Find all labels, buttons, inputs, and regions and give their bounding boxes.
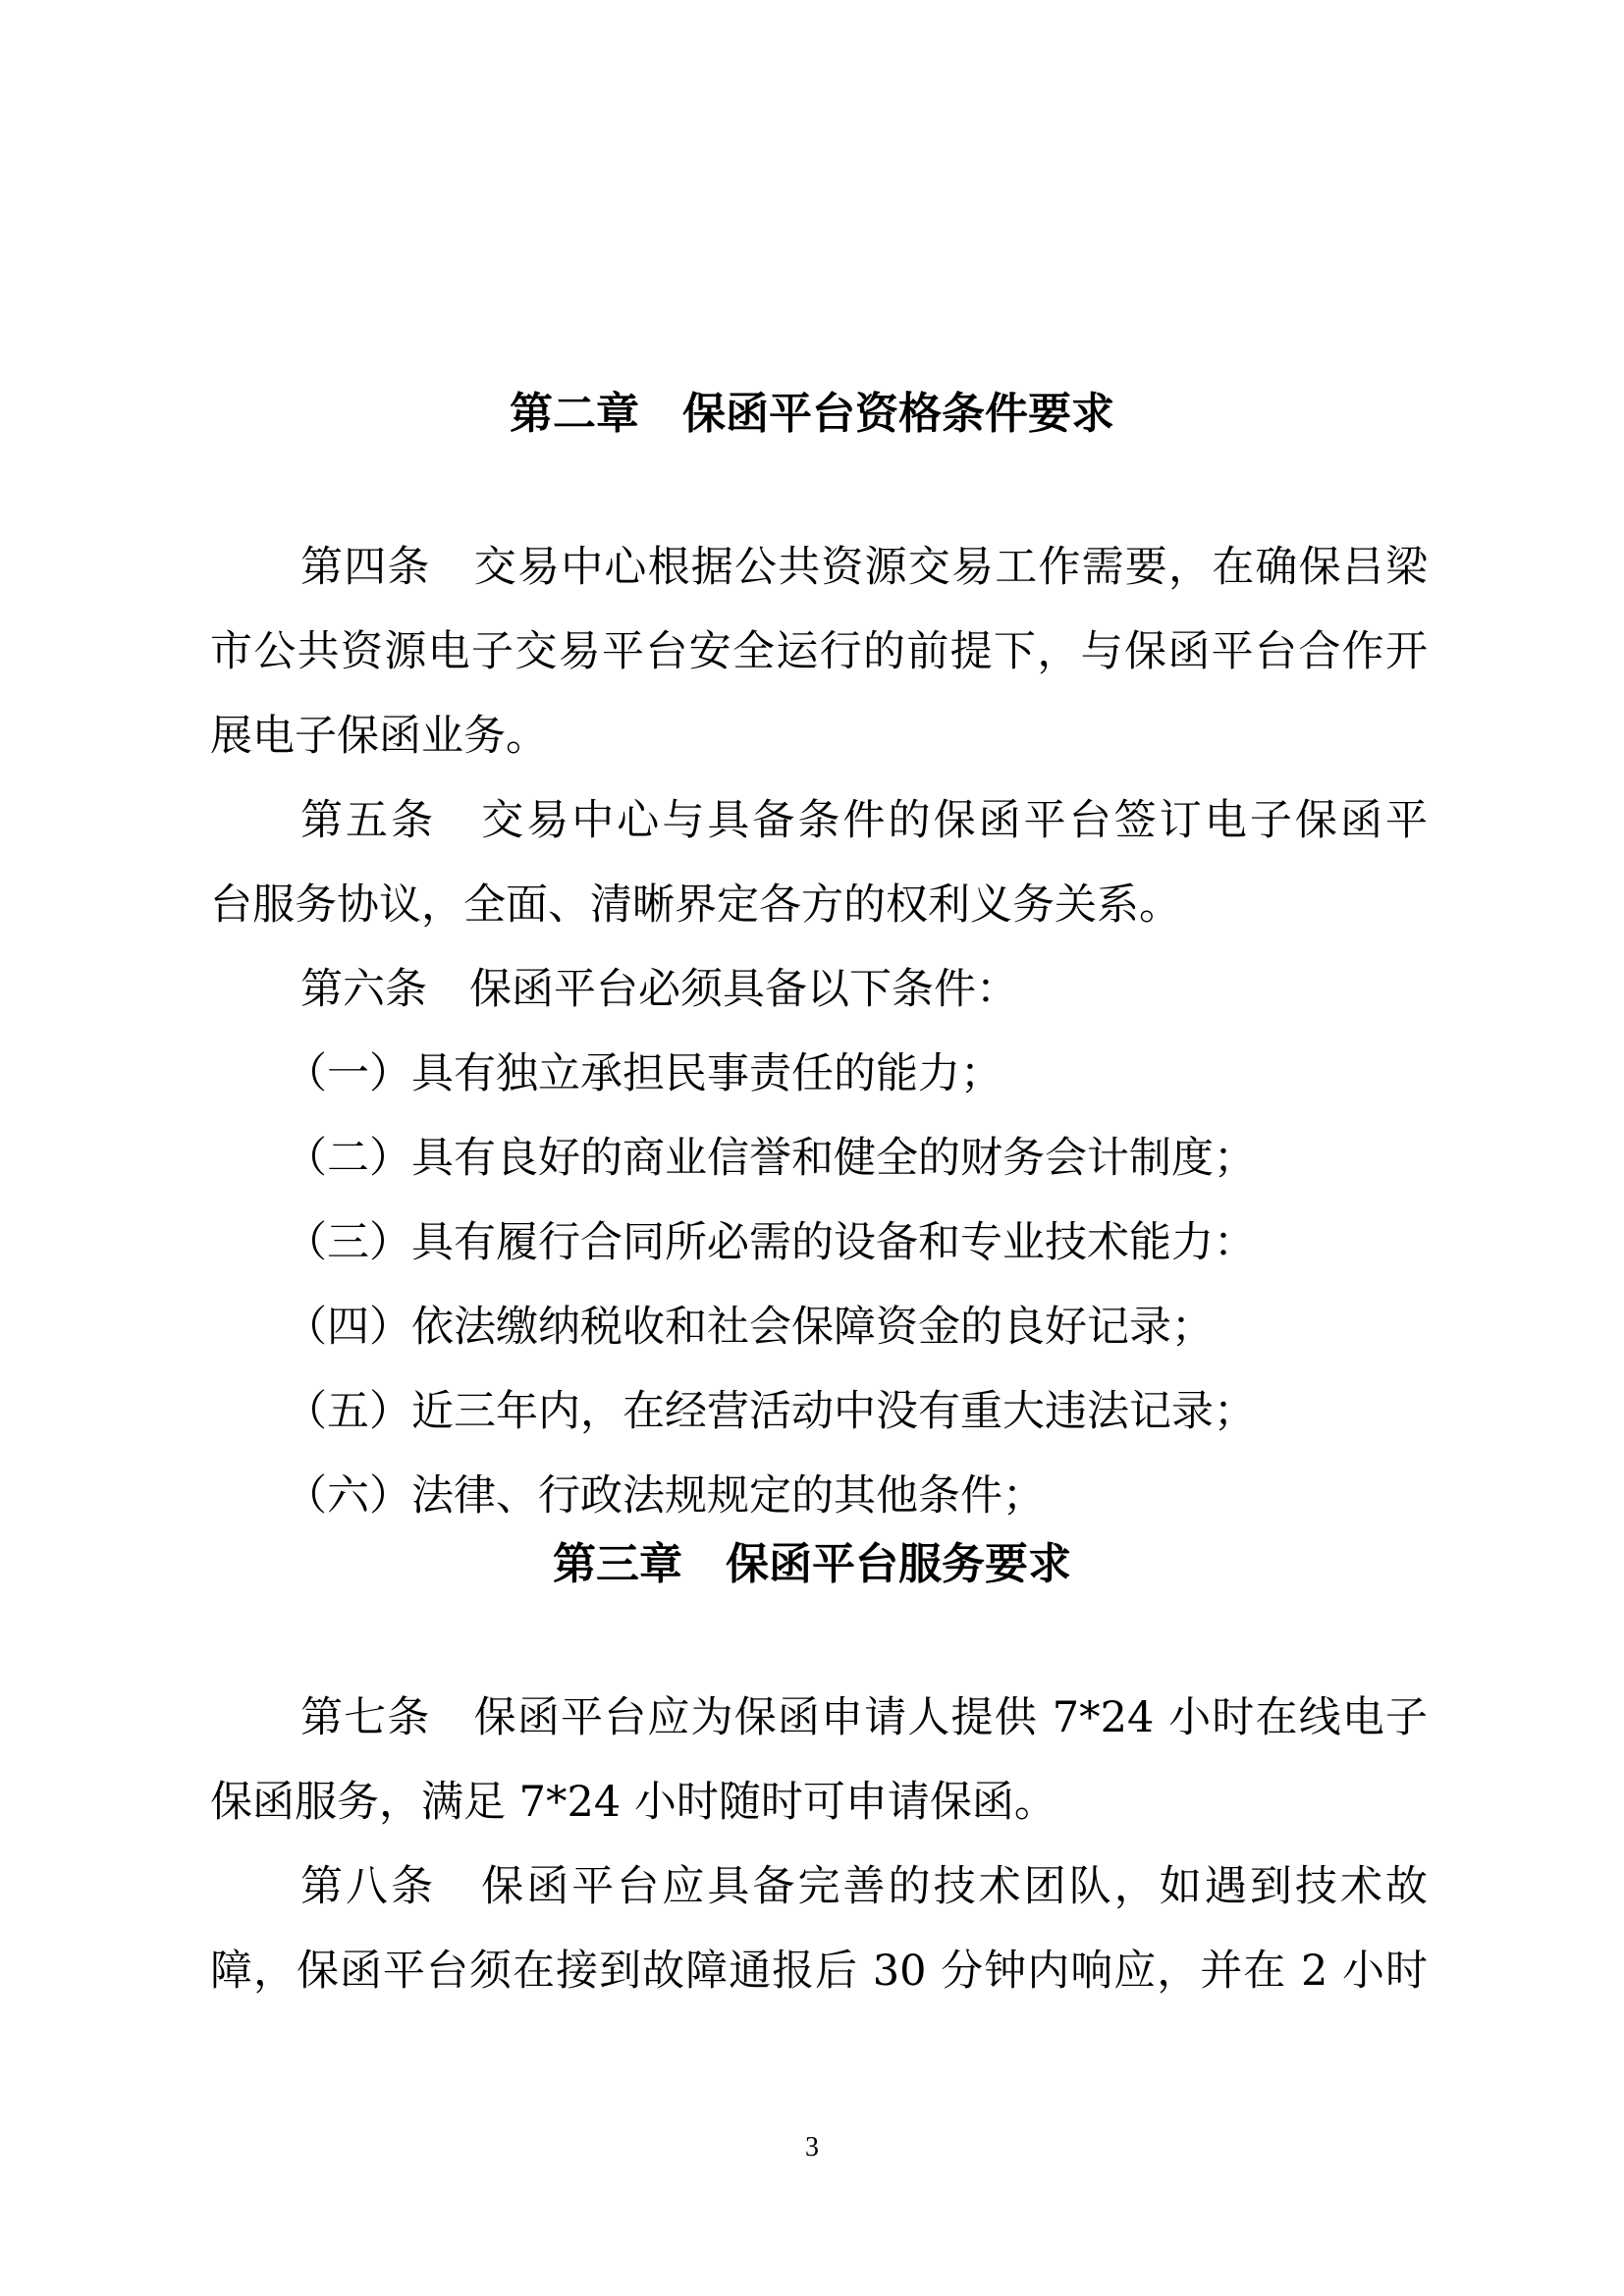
condition-item-5: （五）近三年内，在经营活动中没有重大违法记录； (285, 1387, 1256, 1436)
article-5-line-2: 台服务协议，全面、清晰界定各方的权利义务关系。 (210, 881, 1181, 930)
article-7-line-2: 保函服务，满足 7*24 小时随时可申请保函。 (210, 1778, 1056, 1827)
condition-item-1: （一）具有独立承担民事责任的能力； (285, 1049, 1002, 1098)
article-8-line-2: 障，保函平台须在接到故障通报后 30 分钟内响应，并在 2 小时 (210, 1947, 1428, 1996)
article-7-line-1: 第七条 保函平台应为保函申请人提供 7*24 小时在线电子 (300, 1693, 1428, 1742)
chapter-3-heading: 第三章 保函平台服务要求 (553, 1539, 1071, 1589)
article-8-line-1: 第八条 保函平台应具备完善的技术团队，如遇到技术故 (300, 1862, 1428, 1911)
condition-item-2: （二）具有良好的商业信誉和健全的财务会计制度； (285, 1134, 1256, 1183)
condition-item-4: （四）依法缴纳税收和社会保障资金的良好记录； (285, 1303, 1214, 1352)
page-number: 3 (805, 2132, 819, 2163)
article-4-line-1: 第四条 交易中心根据公共资源交易工作需要，在确保吕梁 (300, 543, 1428, 592)
condition-item-6: （六）法律、行政法规规定的其他条件； (285, 1471, 1045, 1521)
article-4-line-3: 展电子保函业务。 (210, 712, 548, 761)
article-5-line-1: 第五条 交易中心与具备条件的保函平台签订电子保函平 (300, 796, 1428, 845)
condition-item-3: （三）具有履行合同所必需的设备和专业技术能力： (285, 1218, 1256, 1267)
article-4-line-2: 市公共资源电子交易平台安全运行的前提下，与保函平台合作开 (210, 627, 1428, 676)
article-6-intro: 第六条 保函平台必须具备以下条件： (300, 965, 1018, 1014)
chapter-2-heading: 第二章 保函平台资格条件要求 (510, 389, 1114, 439)
